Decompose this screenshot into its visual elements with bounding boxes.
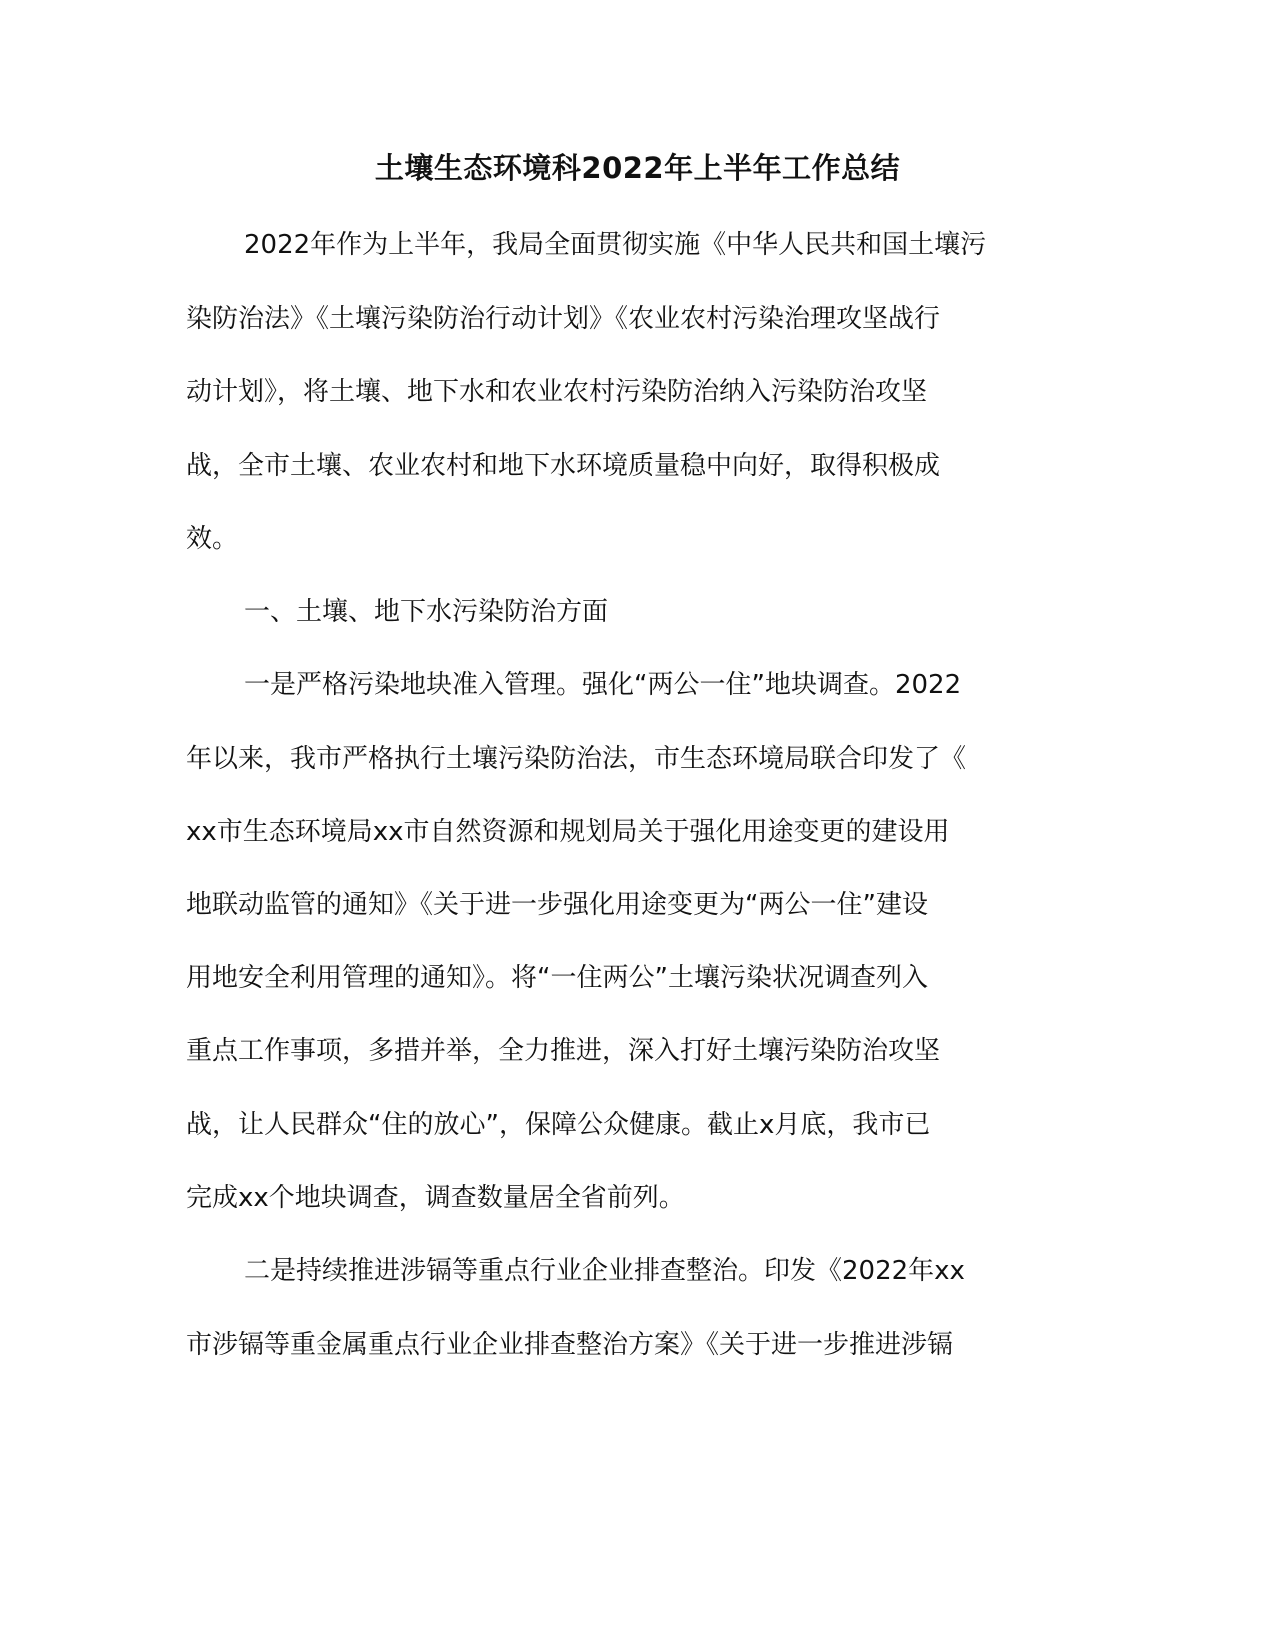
paragraph-line: 地联动监管的通知》《关于进一步强化用途变更为“两公一住”建设: [186, 890, 928, 920]
paragraph-line: 2022年作为上半年，我局全面贯彻实施《中华人民共和国土壤污: [244, 230, 987, 260]
paragraph-line: 年以来，我市严格执行土壤污染防治法，市生态环境局联合印发了《: [186, 744, 967, 774]
paragraph-line: 用地安全利用管理的通知》。将“一住两公”土壤污染状况调查列入: [186, 963, 928, 993]
paragraph-line: 重点工作事项，多措并举，全力推进，深入打好土壤污染防治攻坚: [186, 1036, 941, 1066]
document-title: 土壤生态环境科2022年上半年工作总结: [374, 151, 901, 185]
paragraph-line: 效。: [186, 524, 239, 554]
paragraph-line: 二是持续推进涉镉等重点行业企业排查整治。印发《2022年xx: [244, 1256, 965, 1286]
paragraph-line: 市涉镉等重金属重点行业企业排查整治方案》《关于进一步推进涉镉: [186, 1330, 954, 1360]
paragraph-line: 一是严格污染地块准入管理。强化“两公一住”地块调查。2022: [244, 670, 962, 700]
paragraph-line: 战，让人民群众“住的放心”，保障公众健康。截止x月底，我市已: [186, 1110, 931, 1140]
paragraph-line: 完成xx个地块调查，调查数量居全省前列。: [186, 1183, 685, 1213]
paragraph-line: 染防治法》《土壤污染防治行动计划》《农业农村污染治理攻坚战行: [186, 304, 941, 334]
paragraph-line: 动计划》，将土壤、地下水和农业农村污染防治纳入污染防治攻坚: [186, 377, 928, 407]
section-heading: 一、土壤、地下水污染防治方面: [244, 597, 609, 627]
paragraph-line: 战，全市土壤、农业农村和地下水环境质量稳中向好，取得积极成: [186, 451, 941, 481]
paragraph-line: xx市生态环境局xx市自然资源和规划局关于强化用途变更的建设用: [186, 817, 950, 847]
